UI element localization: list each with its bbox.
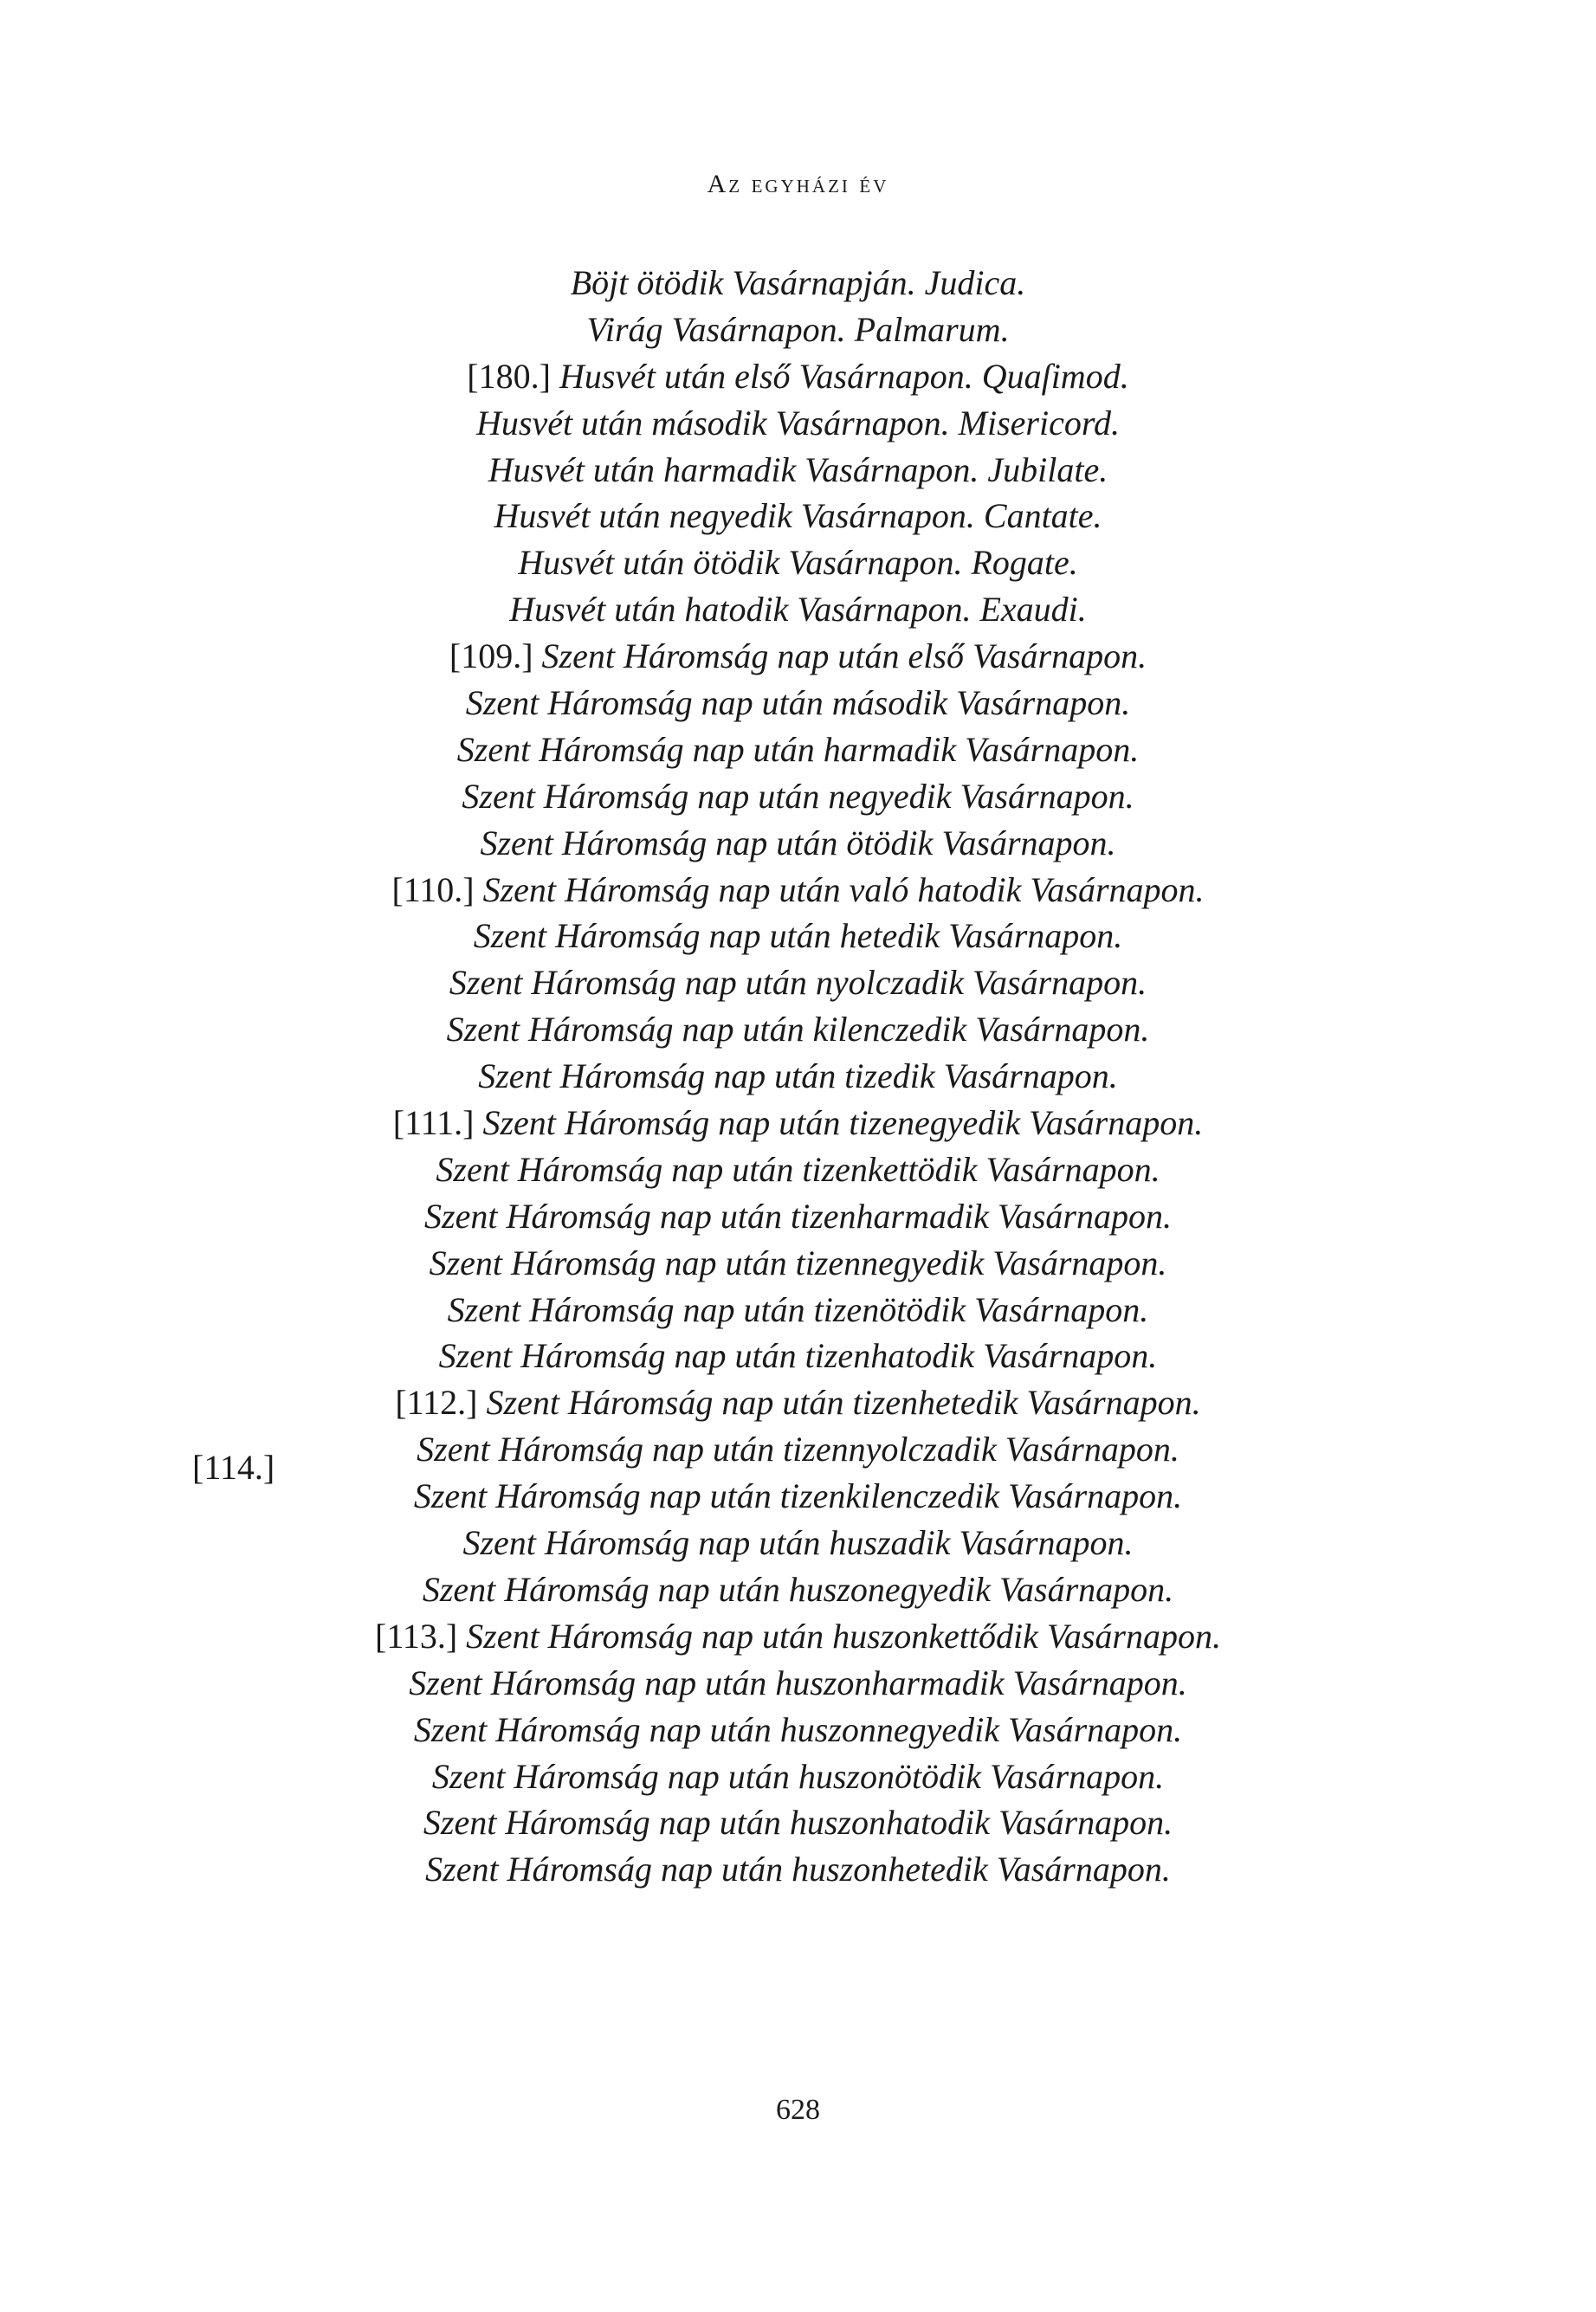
line-text: Szent Háromság nap után tizennegyedik Vasárnapon. [429,1243,1167,1282]
margin-page-marker: [114.] [192,1448,275,1487]
calendar-line [0,586,1596,633]
line-text: Szent Háromság nap után első Vasárnapon. [541,636,1147,676]
line-text: Szent Háromság nap után kilenczedik Vasárnapon. [446,1010,1150,1049]
calendar-line [0,913,1596,959]
line-text: Szent Háromság nap után hetedik Vasárnapon. [473,916,1123,956]
calendar-line [0,1006,1596,1053]
line-text: Husvét után második Vasárnapon. Misericord. [476,403,1120,442]
calendar-line [0,1707,1596,1753]
calendar-line [0,773,1596,820]
line-text: Virág Vasárnapon. Palmarum. [586,309,1010,349]
calendar-line [0,633,1596,680]
calendar-line [0,1753,1596,1800]
calendar-line [0,1100,1596,1146]
calendar-line [0,400,1596,447]
line-text: Szent Háromság nap után huszonhetedik Vasárnapon. [425,1850,1171,1889]
line-text: Husvét után ötödik Vasárnapon. Rogate. [518,543,1078,583]
calendar-line [0,820,1596,867]
calendar-line [0,959,1596,1006]
line-text: Szent Háromság nap után tizenharmadik Vasárnapon. [424,1196,1172,1236]
line-text: Husvét után hatodik Vasárnapon. Exaudi. [509,590,1087,630]
calendar-line [0,1799,1596,1846]
page-marker: [180.] [467,356,551,396]
calendar-line [0,1193,1596,1240]
line-text: Szent Háromság nap után tizenhetedik Vasárnapon. [486,1383,1201,1423]
calendar-line [0,1520,1596,1566]
calendar-line [0,447,1596,494]
line-text: Szent Háromság nap után tizenkettödik Vasárnapon. [436,1149,1160,1189]
calendar-line [0,867,1596,914]
page-marker: [113.] [375,1616,458,1656]
line-text: Böjt ötödik Vasárnapján. Judica. [570,263,1026,302]
calendar-line [0,1379,1596,1426]
line-text: Szent Háromság nap után tizennyolczadik Vasárnapon. [417,1430,1179,1469]
line-text: Szent Háromság nap után huszonnegyedik Vasárnapon. [413,1709,1183,1749]
line-text: Husvét után negyedik Vasárnapon. Cantate. [494,496,1102,536]
line-text: Husvét után első Vasárnapon. Quaſimod. [559,356,1129,396]
calendar-line [0,353,1596,400]
calendar-line [0,1660,1596,1707]
line-text: Szent Háromság nap után második Vasárnapon. [465,683,1131,723]
calendar-line [0,493,1596,539]
line-text: Szent Háromság nap után huszonegyedik Vasárnapon. [422,1569,1174,1609]
calendar-line [0,1053,1596,1100]
line-text: Szent Háromság nap után tizenhatodik Vasárnapon. [438,1336,1158,1376]
line-text: Szent Háromság nap után huszonötödik Vasárnapon. [431,1756,1165,1796]
page-marker: [112.] [395,1383,478,1423]
line-text: Szent Háromság nap után tizenkilenczedik Vasárnapon. [413,1476,1183,1516]
calendar-list [0,260,1596,1893]
running-head: Az egyházi év [707,170,889,198]
calendar-line [0,1240,1596,1287]
line-text: Szent Háromság nap után nyolczadik Vasárnapon. [449,963,1147,1003]
page-marker: [109.] [449,636,533,676]
calendar-line [0,1846,1596,1893]
calendar-line [0,1287,1596,1334]
line-text: Szent Háromság nap után való hatodik Vasárnapon. [482,869,1205,909]
line-text: Szent Háromság nap után huszonhatodik Vasárnapon. [423,1803,1173,1843]
calendar-line [0,680,1596,727]
calendar-line [0,1613,1596,1660]
calendar-line [0,1333,1596,1379]
page-number: 628 [776,2094,820,2126]
line-text: Szent Háromság nap után negyedik Vasárnapon. [462,776,1134,816]
calendar-line [0,727,1596,773]
calendar-line [0,1146,1596,1193]
line-text: Szent Háromság nap után ötödik Vasárnapon. [480,823,1116,862]
line-text: Szent Háromság nap után huszonharmadik Vasárnapon. [409,1663,1187,1702]
line-text: Szent Háromság nap után tizenötödik Vasárnapon. [447,1289,1149,1329]
line-text: Szent Háromság nap után tizedik Vasárnapon. [478,1056,1118,1096]
line-text: Szent Háromság nap után huszonkettődik Vasárnapon. [466,1616,1221,1656]
calendar-line [0,1566,1596,1613]
line-text: Husvét után harmadik Vasárnapon. Jubilate. [488,449,1108,489]
page-marker: [111.] [392,1103,475,1143]
calendar-line [0,260,1596,307]
page-marker: [110.] [391,869,475,909]
line-text: Szent Háromság nap után tizenegyedik Vasárnapon. [482,1103,1204,1143]
line-text: Szent Háromság nap után harmadik Vasárnapon. [456,729,1140,769]
line-text: Szent Háromság nap után huszadik Vasárnapon. [462,1523,1134,1563]
calendar-line [0,539,1596,586]
calendar-line [0,307,1596,353]
